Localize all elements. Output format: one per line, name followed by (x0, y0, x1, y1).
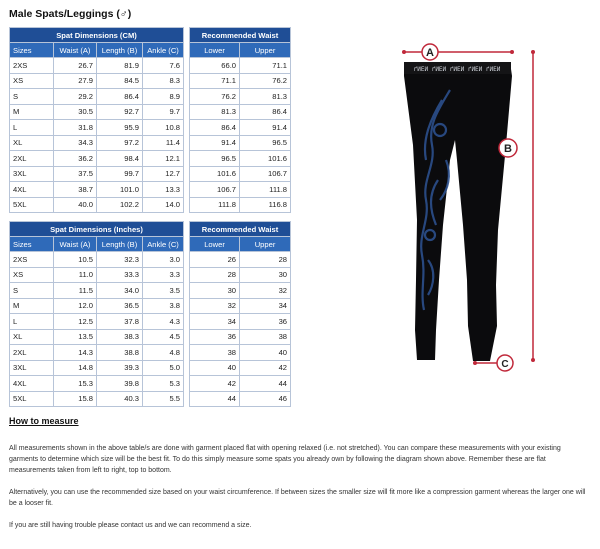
column-header-length: Length (B) (97, 43, 143, 58)
value-cell: 26 (190, 252, 240, 268)
table-row (10, 135, 291, 151)
value-cell: 102.2 (97, 197, 143, 213)
value-cell: 5.3 (143, 376, 184, 392)
column-header-sizes: Sizes (10, 237, 54, 252)
value-cell: 5.5 (143, 391, 184, 407)
table-row (10, 89, 291, 105)
column-header-ankle: Ankle (C) (143, 237, 184, 252)
value-cell: 10.5 (54, 252, 97, 268)
column-header-upper: Upper (240, 43, 291, 58)
instructions-paragraph-1: All measurements shown in the above table/s are done with garment placed flat with opening relaxed (i.e. not stretched). You can compare these measurements with your existing garments to determine which size will be the best fit. To do this simply measure some spats you already own by following the diagram shown above. Remember these are flat measurements taken from left to right, top to bottom. (9, 445, 561, 474)
value-cell: 36.2 (54, 151, 97, 167)
value-cell: 96.5 (240, 135, 291, 151)
size-cell: L (10, 314, 54, 330)
value-cell: 31.8 (54, 120, 97, 136)
value-cell: 38.8 (97, 345, 143, 361)
size-cell: 5XL (10, 197, 54, 213)
value-cell: 40.0 (54, 197, 97, 213)
value-cell: 81.9 (97, 58, 143, 74)
value-cell: 30 (240, 267, 291, 283)
value-cell: 37.5 (54, 166, 97, 182)
size-cell: S (10, 89, 54, 105)
value-cell: 10.8 (143, 120, 184, 136)
table-row (10, 166, 291, 182)
value-cell: 13.3 (143, 182, 184, 198)
inch-size-table (9, 221, 291, 407)
value-cell: 37.8 (97, 314, 143, 330)
value-cell: 32 (190, 298, 240, 314)
table-row (10, 197, 291, 213)
value-cell: 44 (240, 376, 291, 392)
size-cell: 5XL (10, 391, 54, 407)
value-cell: 76.2 (240, 73, 291, 89)
column-header-waist: Waist (A) (54, 43, 97, 58)
value-cell: 34 (190, 314, 240, 330)
value-cell: 15.3 (54, 376, 97, 392)
table-row (10, 298, 291, 314)
value-cell: 46 (240, 391, 291, 407)
column-header-waist: Waist (A) (54, 237, 97, 252)
value-cell: 12.7 (143, 166, 184, 182)
value-cell: 91.4 (240, 120, 291, 136)
inch-group-header: Spat Dimensions (Inches) (10, 222, 184, 237)
size-cell: 4XL (10, 376, 54, 392)
column-header-ankle: Ankle (C) (143, 43, 184, 58)
value-cell: 40 (240, 345, 291, 361)
value-cell: 27.9 (54, 73, 97, 89)
table-row (10, 73, 291, 89)
leggings-illustration (300, 30, 600, 390)
column-header-upper: Upper (240, 237, 291, 252)
value-cell: 14.0 (143, 197, 184, 213)
table-row (10, 376, 291, 392)
value-cell: 4.3 (143, 314, 184, 330)
value-cell: 28 (190, 267, 240, 283)
value-cell: 38 (240, 329, 291, 345)
value-cell: 38.7 (54, 182, 97, 198)
value-cell: 40.3 (97, 391, 143, 407)
value-cell: 3.8 (143, 298, 184, 314)
column-header-lower: Lower (190, 237, 240, 252)
size-cell: XL (10, 329, 54, 345)
size-cell: S (10, 283, 54, 299)
table-row (10, 391, 291, 407)
value-cell: 36.5 (97, 298, 143, 314)
value-cell: 34 (240, 298, 291, 314)
value-cell: 36 (190, 329, 240, 345)
value-cell: 42 (240, 360, 291, 376)
value-cell: 12.1 (143, 151, 184, 167)
leggings-shape (404, 62, 512, 361)
value-cell: 4.5 (143, 329, 184, 345)
value-cell: 101.0 (97, 182, 143, 198)
column-header-sizes: Sizes (10, 43, 54, 58)
value-cell: 34.0 (97, 283, 143, 299)
value-cell: 66.0 (190, 58, 240, 74)
label-a: A (426, 47, 434, 59)
value-cell: 86.4 (190, 120, 240, 136)
value-cell: 34.3 (54, 135, 97, 151)
value-cell: 32.3 (97, 252, 143, 268)
value-cell: 13.5 (54, 329, 97, 345)
value-cell: 86.4 (240, 104, 291, 120)
value-cell: 38 (190, 345, 240, 361)
table-row (10, 252, 291, 268)
value-cell: 14.8 (54, 360, 97, 376)
value-cell: 32 (240, 283, 291, 299)
column-header-length: Length (B) (97, 237, 143, 252)
value-cell: 30.5 (54, 104, 97, 120)
size-cell: 2XS (10, 58, 54, 74)
value-cell: 99.7 (97, 166, 143, 182)
cm-group-header: Spat Dimensions (CM) (10, 28, 184, 43)
size-cell: 3XL (10, 166, 54, 182)
table-row (10, 314, 291, 330)
instructions-paragraph-3: If you are still having trouble please contact us and we can recommend a size. (9, 522, 252, 529)
value-cell: 101.6 (190, 166, 240, 182)
table-row (10, 329, 291, 345)
table-row (10, 104, 291, 120)
table-row (10, 345, 291, 361)
value-cell: 116.8 (240, 197, 291, 213)
value-cell: 8.9 (143, 89, 184, 105)
value-cell: 11.0 (54, 267, 97, 283)
value-cell: 76.2 (190, 89, 240, 105)
value-cell: 98.4 (97, 151, 143, 167)
table-row (10, 267, 291, 283)
size-cell: XL (10, 135, 54, 151)
value-cell: 11.4 (143, 135, 184, 151)
cm-size-table (9, 27, 291, 213)
value-cell: 81.3 (190, 104, 240, 120)
value-cell: 111.8 (240, 182, 291, 198)
value-cell: 36 (240, 314, 291, 330)
value-cell: 30 (190, 283, 240, 299)
value-cell: 81.3 (240, 89, 291, 105)
size-cell: XS (10, 267, 54, 283)
value-cell: 5.0 (143, 360, 184, 376)
size-cell: 2XS (10, 252, 54, 268)
value-cell: 29.2 (54, 89, 97, 105)
size-cell: 3XL (10, 360, 54, 376)
cm-waist-header: Recommended Waist (190, 28, 291, 43)
value-cell: 12.5 (54, 314, 97, 330)
value-cell: 12.0 (54, 298, 97, 314)
label-b: B (504, 143, 512, 155)
value-cell: 3.0 (143, 252, 184, 268)
value-cell: 8.3 (143, 73, 184, 89)
size-cell: 2XL (10, 151, 54, 167)
table-row (10, 58, 291, 74)
value-cell: 3.3 (143, 267, 184, 283)
value-cell: 3.5 (143, 283, 184, 299)
leggings-diagram (300, 30, 600, 390)
table-row (10, 360, 291, 376)
value-cell: 71.1 (240, 58, 291, 74)
value-cell: 91.4 (190, 135, 240, 151)
value-cell: 9.7 (143, 104, 184, 120)
value-cell: 84.5 (97, 73, 143, 89)
value-cell: 86.4 (97, 89, 143, 105)
value-cell: 96.5 (190, 151, 240, 167)
value-cell: 44 (190, 391, 240, 407)
value-cell: 26.7 (54, 58, 97, 74)
value-cell: 14.3 (54, 345, 97, 361)
size-cell: 4XL (10, 182, 54, 198)
value-cell: 71.1 (190, 73, 240, 89)
size-cell: M (10, 104, 54, 120)
how-to-measure-heading: How to measure (9, 416, 79, 426)
value-cell: 11.5 (54, 283, 97, 299)
value-cell: 42 (190, 376, 240, 392)
instructions-paragraph-2: Alternatively, you can use the recommended size based on your waist circumference. If between sizes the smaller size will fit more like a compression garment whereas the larger one will be a looser fit. (9, 489, 586, 507)
value-cell: 7.6 (143, 58, 184, 74)
value-cell: 15.8 (54, 391, 97, 407)
value-cell: 38.3 (97, 329, 143, 345)
label-c: C (501, 359, 509, 370)
value-cell: 39.8 (97, 376, 143, 392)
inch-waist-header: Recommended Waist (190, 222, 291, 237)
value-cell: 101.6 (240, 151, 291, 167)
value-cell: 111.8 (190, 197, 240, 213)
size-cell: XS (10, 73, 54, 89)
value-cell: 4.8 (143, 345, 184, 361)
size-cell: L (10, 120, 54, 136)
table-row (10, 283, 291, 299)
value-cell: 28 (240, 252, 291, 268)
value-cell: 92.7 (97, 104, 143, 120)
page-title: Male Spats/Leggings (♂) (9, 8, 132, 20)
value-cell: 33.3 (97, 267, 143, 283)
value-cell: 40 (190, 360, 240, 376)
value-cell: 106.7 (190, 182, 240, 198)
value-cell: 95.9 (97, 120, 143, 136)
size-cell: 2XL (10, 345, 54, 361)
size-cell: M (10, 298, 54, 314)
table-row (10, 182, 291, 198)
value-cell: 39.3 (97, 360, 143, 376)
waistband-text: ґИЕИ ґИЕИ ґИЕИ ґИЕИ ґИЕИ (413, 66, 501, 73)
column-header-lower: Lower (190, 43, 240, 58)
table-row (10, 151, 291, 167)
value-cell: 106.7 (240, 166, 291, 182)
table-row (10, 120, 291, 136)
value-cell: 97.2 (97, 135, 143, 151)
